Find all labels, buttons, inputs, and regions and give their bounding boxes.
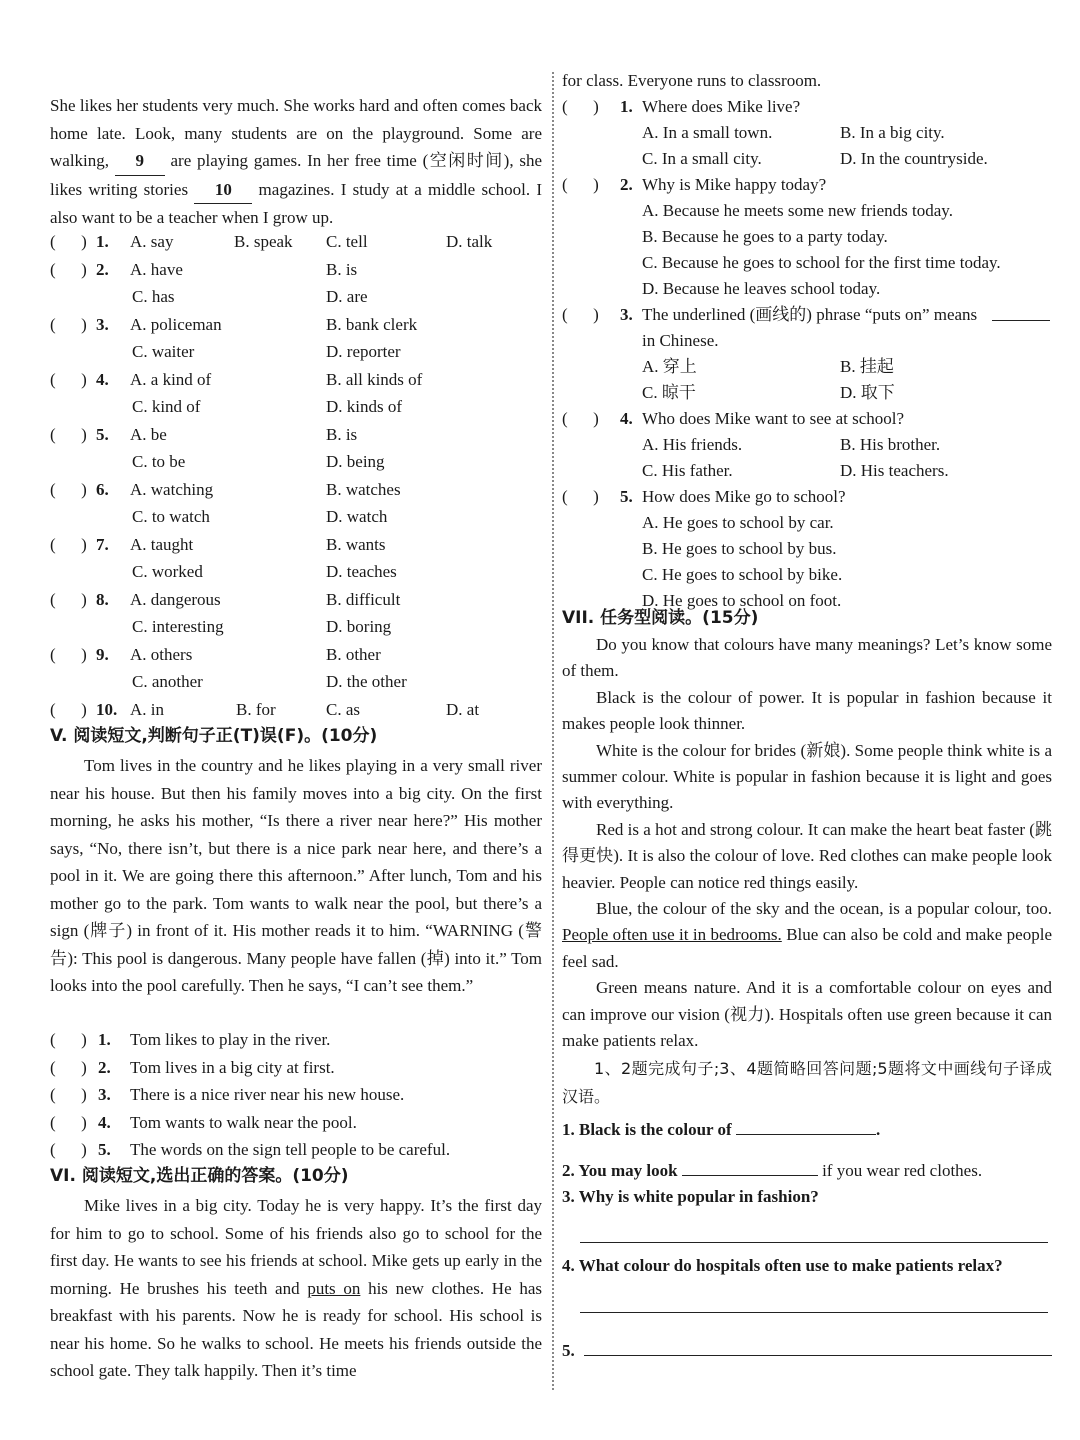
tf-question-2: ( ) 2. Tom lives in a big city at first. [50, 1054, 542, 1082]
answer-paren[interactable]: ( ) [50, 589, 87, 609]
option-b: B. 挂起 [840, 357, 894, 376]
option-b: B. In a big city. [840, 123, 945, 142]
colours-paragraph-4: Red is a hot and strong colour. It can make the heart beat faster (跳得更快). It is also the colour of love. Red clothes can make people look heavier. People can notice red things easily. [562, 819, 1052, 892]
option-c: C. tell [326, 232, 368, 251]
answer-paren[interactable]: ( ) [562, 487, 599, 506]
option-c: C. worked [132, 562, 203, 581]
option-a: A. dangerous [130, 589, 221, 609]
answer-paren[interactable]: ( ) [50, 1140, 87, 1159]
option-c: C. He goes to school by bike. [642, 565, 843, 584]
section-5-title: V. 阅读短文,判断句子正(T)误(F)。(10分) [50, 726, 378, 746]
option-c: C. interesting [132, 617, 224, 636]
underlined-phrase: puts on [307, 1278, 361, 1298]
cloze-question-3: ( ) 3. A. policeman B. bank clerk [50, 311, 542, 339]
option-b: B. He goes to school by bus. [642, 539, 837, 558]
option-d: D. reporter [326, 342, 401, 361]
option-c: C. to watch [132, 507, 210, 526]
option-d: D. being [326, 452, 385, 471]
tf-question-3: ( ) 3. There is a nice river near his new house. [50, 1081, 542, 1109]
option-d: D. Because he leaves school today. [642, 279, 881, 298]
passage-continued: for class. Everyone runs to classroom. [562, 71, 822, 90]
option-c: C. kind of [132, 397, 201, 416]
reading-questions: ( ) 1. Where does Mike live? A. In a small town. B. In a big city. C. In a small city. D. In the countryside. ( ) 2. Why is Mike happy today? A. Because he meets some new friends today. B. Because he goes to a party today. C. Because he goes to school for the first time today. D. Because he leaves school today. ( ) 3. The underlined (画线的) phrase “puts on” means in Chinese. A. 穿上 B. 挂起 C. 晾干 D. 取下 ( ) 4. Who does Mike want to see at school? A. His friends. B. His brother. C. His father. D. His teachers. ( ) 5. How does Mike go to school? A. He goes to school by car. B. He goes to school by bus. C. He goes to school by bike. D. He goes to school on foot. [562, 94, 1052, 614]
option-a: A. He goes to school by car. [642, 513, 834, 532]
option-d: D. watch [326, 507, 388, 526]
task-2: 2. You may look if you wear red clothes. [562, 1157, 1052, 1187]
option-d: D. the other [326, 672, 407, 691]
option-c: C. His father. [642, 461, 733, 480]
colours-paragraph-5: Blue, the colour of the sky and the ocean, is a popular colour, too. People often use it in bedrooms. Blue can also be cold and make people feel sad. [562, 899, 1053, 971]
option-c: C. as [326, 699, 360, 719]
answer-paren[interactable]: ( ) [50, 644, 87, 664]
section-6-title: VI. 阅读短文,选出正确的答案。(10分) [50, 1166, 349, 1186]
column-divider [552, 72, 554, 1390]
task-4-question: 4. What colour do hospitals often use to make patients relax? [562, 1256, 1003, 1275]
answer-paren[interactable]: ( ) [50, 479, 87, 499]
answer-paren[interactable]: ( ) [562, 409, 599, 428]
question-2: ( ) 2. Why is Mike happy today? [562, 172, 1052, 198]
cloze-question-2: ( ) 2. A. have B. is [50, 256, 542, 284]
option-d: D. are [326, 287, 368, 306]
answer-paren[interactable]: ( ) [562, 305, 599, 324]
task-instructions: 1、2题完成句子;3、4题简略回答问题;5题将文中画线句子译成汉语。 [562, 1058, 1052, 1106]
cloze-passage-end: She likes her students very much. She works hard and often comes back home late. Look, many students are on the playground. Some are walking, 9 are playing games. In her free time (空闲时间), she likes writing stories 10 magazines. I study at a middle school. I also want to be a teacher when I grow up. [50, 96, 542, 227]
option-b: B. Because he goes to a party today. [642, 227, 888, 246]
option-a: A. taught [130, 534, 194, 554]
option-a: A. In a small town. [642, 123, 773, 142]
colours-paragraph-3: White is the colour for brides (新娘). Some people think white is a summer colour. White is popular in fashion because it is light and goes with everything. [562, 740, 1052, 813]
task-1-blank[interactable] [736, 1116, 876, 1135]
option-d: D. boring [326, 617, 392, 636]
option-a: A. 穿上 [642, 357, 697, 376]
option-b: B. His brother. [840, 435, 941, 454]
answer-paren[interactable]: ( ) [50, 1085, 87, 1104]
question-5: ( ) 5. How does Mike go to school? [562, 484, 1052, 510]
cloze-options-row [50, 558, 542, 586]
option-d: D. He goes to school on foot. [642, 591, 842, 610]
blank-10[interactable]: 10 [194, 176, 252, 205]
cloze-options-row [50, 668, 542, 696]
answer-paren[interactable]: ( ) [50, 232, 87, 251]
option-a: A. His friends. [642, 435, 743, 454]
option-b: B. bank clerk [326, 314, 418, 334]
option-a: A. say [130, 232, 174, 251]
colours-paragraph-2: Black is the colour of power. It is popular in fashion because it makes people look thinner. [562, 687, 1052, 734]
task-1: 1. Black is the colour of . [562, 1116, 1052, 1146]
answer-paren[interactable]: ( ) [562, 97, 599, 116]
option-b: B. other [326, 644, 381, 664]
tf-question-1: ( ) 1. Tom likes to play in the river. [50, 1026, 542, 1054]
option-b: B. difficult [326, 589, 401, 609]
cloze-question-5: ( ) 5. A. be B. is [50, 421, 542, 449]
cloze-question-4: ( ) 4. A. a kind of B. all kinds of [50, 366, 542, 394]
task-4-answer-line[interactable] [580, 1312, 1048, 1313]
question-1: ( ) 1. Where does Mike live? [562, 94, 1052, 120]
option-b: B. watches [326, 479, 401, 499]
option-d: D. teaches [326, 562, 397, 581]
tf-question-5: ( ) 5. The words on the sign tell people to be careful. [50, 1136, 542, 1164]
task-5-answer-line[interactable] [584, 1355, 1052, 1356]
cloze-question-9: ( ) 9. A. others B. other [50, 641, 542, 669]
option-b: B. all kinds of [326, 369, 423, 389]
tf-question-4: ( ) 4. Tom wants to walk near the pool. [50, 1109, 542, 1137]
answer-paren[interactable]: ( ) [50, 424, 87, 444]
option-b: B. is [326, 424, 358, 444]
option-c: C. 晾干 [642, 383, 696, 402]
answer-paren[interactable]: ( ) [50, 1057, 87, 1077]
task-2-blank[interactable] [682, 1157, 818, 1176]
option-d: D. at [446, 699, 480, 719]
cloze-options-row [50, 283, 542, 311]
answer-paren[interactable]: ( ) [50, 314, 87, 334]
task-3-answer-line[interactable] [580, 1242, 1048, 1243]
cloze-question-8: ( ) 8. A. dangerous B. difficult [50, 586, 542, 614]
cloze-question-1: ( ) 1. A. say B. speak C. tell D. talk [50, 228, 542, 256]
task-3-question: 3. Why is white popular in fashion? [562, 1187, 819, 1206]
option-c: C. another [132, 672, 203, 691]
cloze-options-row [50, 503, 542, 531]
option-c: C. In a small city. [642, 149, 762, 168]
cloze-question-10: ( ) 10. A. in B. for C. as D. at [50, 696, 542, 724]
answer-paren[interactable]: ( ) [50, 259, 87, 279]
colours-paragraph-1: Do you know that colours have many meanings? Let’s know some of them. [562, 635, 1052, 681]
option-a: A. others [130, 644, 193, 664]
true-false-list [50, 1026, 542, 1164]
answer-blank[interactable] [992, 302, 1050, 321]
option-b: B. is [326, 259, 358, 279]
cloze-options-row [50, 613, 542, 641]
option-b: B. speak [234, 232, 293, 251]
option-a: A. watching [130, 479, 214, 499]
cloze-question-6: ( ) 6. A. watching B. watches [50, 476, 542, 504]
section-7-title: VII. 任务型阅读。(15分) [562, 608, 759, 628]
answer-paren[interactable]: ( ) [562, 175, 599, 194]
answer-paren[interactable]: ( ) [50, 699, 87, 719]
option-b: B. for [236, 699, 276, 719]
option-a: A. in [130, 699, 164, 719]
answer-paren[interactable]: ( ) [50, 1030, 87, 1049]
cloze-options-row [50, 338, 542, 366]
option-a: A. Because he meets some new friends today. [642, 201, 953, 220]
blank-9[interactable]: 9 [115, 147, 165, 176]
option-a: A. policeman [130, 314, 222, 334]
option-a: A. a kind of [130, 369, 212, 389]
question-4: ( ) 4. Who does Mike want to see at school? [562, 406, 1052, 432]
cloze-options-row [50, 448, 542, 476]
section-6-passage: Mike lives in a big city. Today he is very happy. It’s the first day for him to go to school. Some of his friends also go to school for the first day. He wants to see his friends at school. Mike gets up early in the morning. He brushes his teeth and puts on his new clothes. He has breakfast with his parents. Now he is ready for school. His school is near his home. So he walks to school. He meets his friends outside the school gate. They talk happily. Then it’s time [50, 1196, 542, 1380]
answer-paren[interactable]: ( ) [50, 1112, 87, 1132]
option-c: C. to be [132, 452, 186, 471]
cloze-options-row [50, 393, 542, 421]
section-5-passage: Tom lives in the country and he likes playing in a very small river near his house. But then his family moves into a big city. On the first morning, he asks his mother, “Is there a river near here?” His mother says, “No, there isn’t, but there is a nice park near here, and there’s a pool in it. We are going there this afternoon.” After lunch, Tom and his mother go to the park. Tom wants to walk near the pool, but there’s a sign (牌子) in front of it. His mother reads it to him. “WARNING (警告): This pool is dangerous. Many people have fallen (掉) into it.” Tom looks into the pool carefully. Then he says, “I can’t see them.” [50, 756, 542, 995]
answer-paren[interactable]: ( ) [50, 369, 87, 389]
option-d: D. In the countryside. [840, 149, 988, 168]
option-d: D. kinds of [326, 397, 403, 416]
option-a: A. be [130, 424, 167, 444]
option-c: C. waiter [132, 342, 195, 361]
cloze-question-7: ( ) 7. A. taught B. wants [50, 531, 542, 559]
option-c: C. has [132, 287, 175, 306]
underlined-sentence: People often use it in bedrooms. [562, 925, 782, 945]
option-d: D. 取下 [840, 383, 895, 402]
colours-paragraph-6: Green means nature. And it is a comfortable colour on eyes and can improve our vision (视力). Hospitals often use green because it can make patients relax. [562, 978, 1052, 1051]
option-c: C. Because he goes to school for the first time today. [642, 253, 1001, 272]
option-d: D. talk [446, 232, 493, 251]
task-5-number: 5. [562, 1341, 575, 1360]
option-a: A. have [130, 259, 183, 279]
option-b: B. wants [326, 534, 386, 554]
cloze-options [50, 228, 542, 723]
option-d: D. His teachers. [840, 461, 949, 480]
answer-paren[interactable]: ( ) [50, 534, 87, 554]
question-3: ( ) 3. The underlined (画线的) phrase “puts on” means [562, 302, 1052, 328]
